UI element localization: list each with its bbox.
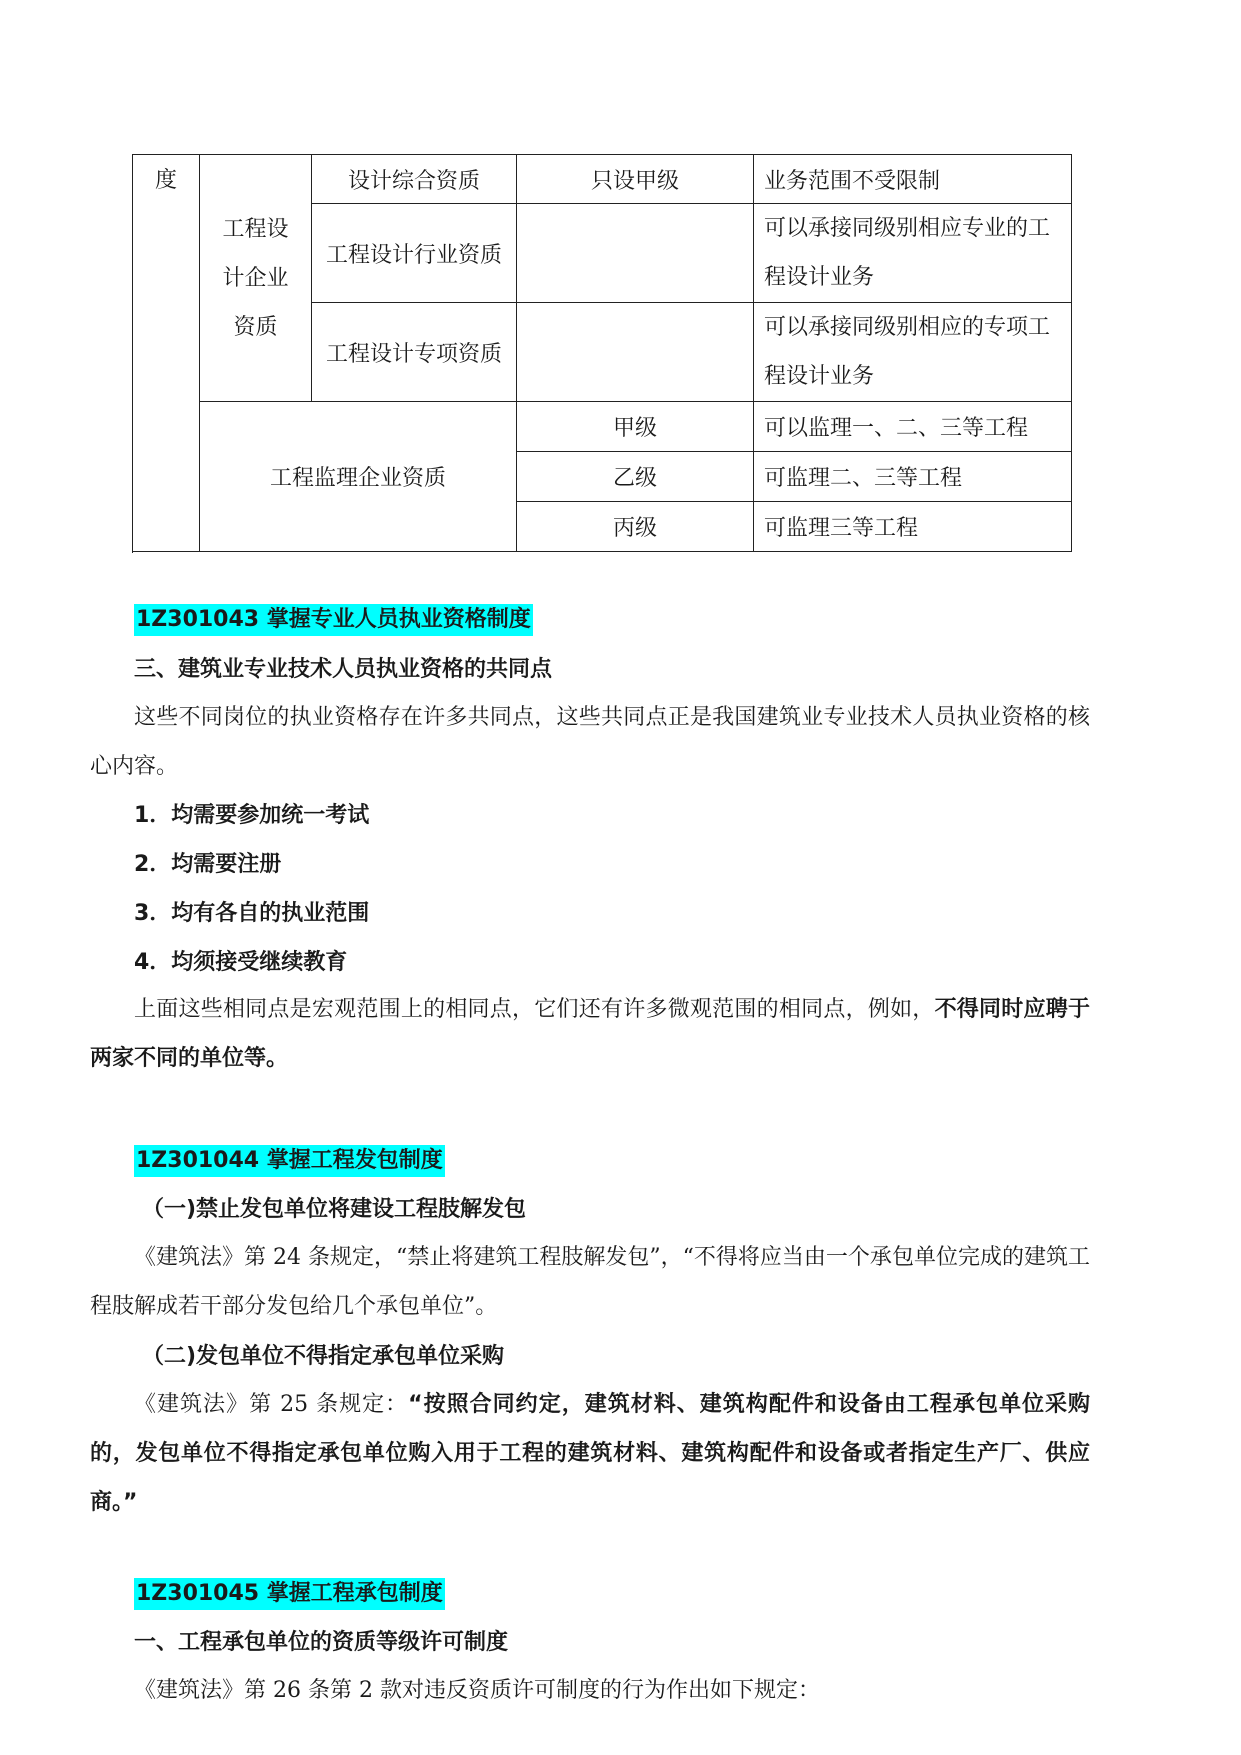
table-cell-scope: 可以承接同级别相应的专项工程设计业务 <box>754 303 1072 402</box>
list-item: 4．均须接受继续教育 <box>134 950 348 975</box>
table-cell-design-group <box>200 155 312 402</box>
subheading-common-points: 三、建筑业专业技术人员执业资格的共同点 <box>134 657 553 682</box>
section-heading-1z301044: 1Z301044 掌握工程发包制度 <box>134 1145 445 1177</box>
subheading-item-1: （一)禁止发包单位将建设工程肢解发包 <box>142 1197 527 1222</box>
design-group-line: 资质 <box>233 314 278 340</box>
intro-paragraph: 这些不同岗位的执业资格存在许多共同点，这些共同点正是我国建筑业专业技术人员执业资格的核心内容。 <box>90 705 1090 779</box>
table-cell-supervision: 工程监理企业资质 <box>200 402 517 552</box>
table-cell-scope: 可监理二、三等工程 <box>754 452 1072 502</box>
table-cell-grade: 只设甲级 <box>517 155 754 204</box>
table-cell-scope: 业务范围不受限制 <box>754 155 1072 204</box>
qualification-table <box>132 154 1072 552</box>
article-25-bold: “按照合同约定，建筑材料、建筑构配件和设备由工程承包单位采购的，发包单位不得指定承包单位购入用于工程的建筑材料、建筑构配件和设备或者指定生产厂、供应商。” <box>90 1392 1091 1515</box>
section-heading-1z301043: 1Z301043 掌握专业人员执业资格制度 <box>134 604 533 636</box>
list-item: 2．均需要注册 <box>134 852 282 877</box>
closing-paragraph <box>90 985 1090 1083</box>
table-cell-type: 工程设计专项资质 <box>312 303 517 402</box>
paragraph-article-26: 《建筑法》第 26 条第 2 款对违反资质许可制度的行为作出如下规定： <box>134 1678 820 1703</box>
article-25-normal: 《建筑法》第 25 条规定： <box>134 1392 409 1417</box>
table-cell-grade: 丙级 <box>517 502 754 552</box>
table-cell-scope: 可以承接同级别相应专业的工程设计业务 <box>754 204 1072 303</box>
table-cell-grade <box>517 204 754 303</box>
table-cell-grade: 乙级 <box>517 452 754 502</box>
design-group-line: 计企业 <box>222 265 289 291</box>
paragraph-article-25 <box>90 1380 1090 1527</box>
subheading-qualification-license: 一、工程承包单位的资质等级许可制度 <box>134 1630 509 1655</box>
design-group-line: 工程设 <box>222 216 289 242</box>
subheading-item-2: （二)发包单位不得指定承包单位采购 <box>142 1344 505 1369</box>
closing-bold-text: 不得同时应聘于两家不同的单位等。 <box>90 997 1090 1071</box>
list-item: 3．均有各自的执业范围 <box>134 901 370 926</box>
table-cell-grade: 甲级 <box>517 402 754 452</box>
closing-normal-text: 上面这些相同点是宏观范围上的相同点，它们还有许多微观范围的相同点，例如， <box>134 997 935 1022</box>
table-cell-type: 工程设计行业资质 <box>312 204 517 303</box>
table-cell-scope: 可监理三等工程 <box>754 502 1072 552</box>
table-cell-grade <box>517 303 754 402</box>
section-heading-1z301045: 1Z301045 掌握工程承包制度 <box>134 1578 445 1610</box>
table-cell-type: 设计综合资质 <box>312 155 517 204</box>
list-item: 1．均需要参加统一考试 <box>134 803 370 828</box>
paragraph-article-24: 《建筑法》第 24 条规定，“禁止将建筑工程肢解发包”，“不得将应当由一个承包单位完成的建筑工程肢解成若干部分发包给几个承包单位”。 <box>90 1245 1090 1319</box>
table-cell-scope: 可以监理一、二、三等工程 <box>754 402 1072 452</box>
table-cell-col1-tail: 度 <box>133 155 200 552</box>
